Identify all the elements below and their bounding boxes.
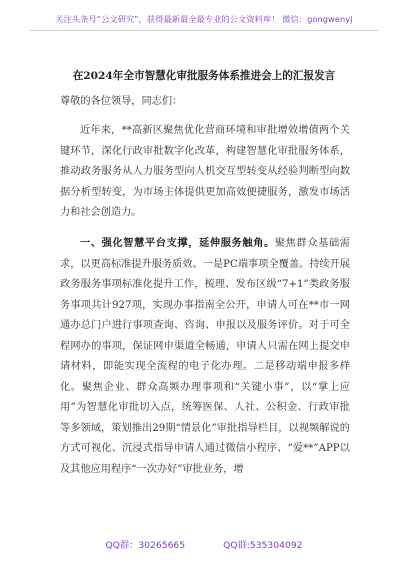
footer-qq-group-2: QQ群:535304092 [223,540,303,551]
header-divider [30,30,378,31]
document-title: 在2024年全市智慧化审批服务体系推进会上的汇报发言 [72,70,336,82]
header-promo-text: 关注头条号“公文研究”，获得最新最全最专业的公文资料库！ 微信：gongwenyj [55,14,353,24]
salutation: 尊敬的各位领导，同志们： [60,96,183,107]
paragraph-intro: 近年来，**高新区聚焦优化营商环境和审批增效增值两个关键环节，深化行政审批数字化改革，构建智慧化审批服务体系，推动政务服务从人力服务型向人机交互型转变从经验判断型向数据分析型转变，为市场主体提供更加高效便捷服务，激发市场活力和社会创造力。 [60,125,350,218]
paragraph-section-1 [60,233,350,480]
footer-qq-group-1: QQ群：30265665 [105,540,186,551]
section-heading: 一、强化智慧平台支撑，延伸服务触角。 [80,237,275,249]
footer-contact [0,537,408,551]
section-body: 聚焦群众基础需求，以更高标准提升服务质效。一是PC端事项全覆盖。持续开展政务服务事项标准化提升工作，梳理、发布区级“7+1”类政务服务事项共计927项，实现办事指南全公开，申请人可在**市一网通办总门户进行事项查询、咨询、申报以及服务评价。对于可全程网办的事项，保证网申渠道全畅通，申请人只需在网上提交申请材料，即能实现全流程的电子化办理。二是移动端申报多样化。聚焦企业、群众高频办理事项和“关键小事”，以“掌上应用”为智慧化审批切入点，统筹医保、人社、公积金、行政审批等多领域，策划推出29期“情景化”审批指导栏目，以视频解说的方式可视化、沉浸式指导申请人通过微信小程序、“爱**”APP以及其他应用程序“一次办好”审批业务，增 [60,238,350,475]
